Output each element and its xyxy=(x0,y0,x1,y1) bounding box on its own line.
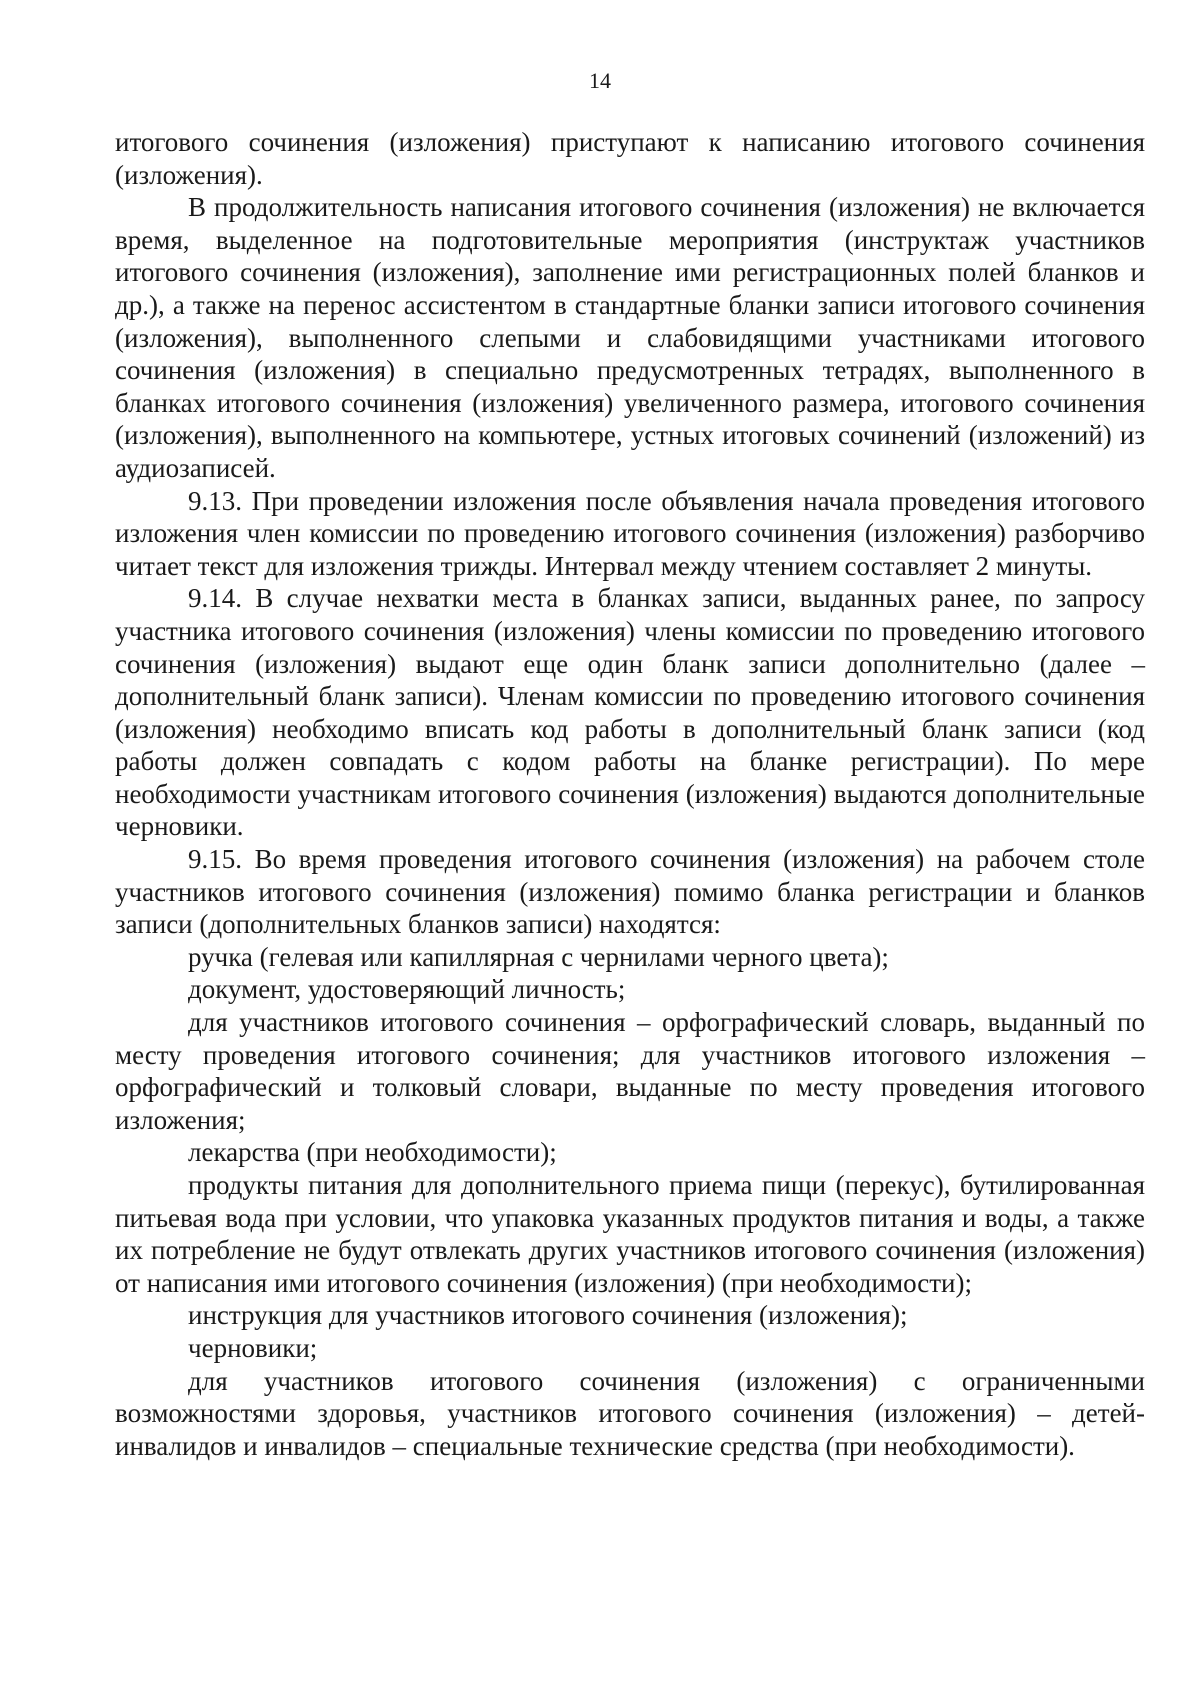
list-item-medicine: лекарства (при необходимости); xyxy=(188,1137,557,1168)
paragraph-9-13: 9.13. При проведении изложения после объявления начала проведения итогового изложения член комиссии по проведению итогового сочинения (изложения) разборчиво читает текст для изложения трижды. Интервал между чтением составляет 2 минуты. xyxy=(115,485,1145,581)
list-item-instruction: инструкция для участников итогового сочинения (изложения); xyxy=(188,1300,908,1331)
page-number: 14 xyxy=(589,68,611,93)
list-item-food-water: продукты питания для дополнительного приема пищи (перекус), бутилированная питьевая вода при условии, что упаковка указанных продуктов питания и воды, а также их потребление не будут отвлекать других участников итогового сочинения (изложения) от написания ими итогового сочинения (изложения) (при необходимости); xyxy=(115,1170,1145,1298)
list-item-technical-means: для участников итогового сочинения (изложения) с ограниченными возможностями здоровья, участников итогового сочинения (изложения) – детей-инвалидов и инвалидов – специальные технические средства (при необходимости). xyxy=(115,1365,1145,1461)
list-item-drafts: черновики; xyxy=(188,1332,318,1363)
paragraph-9-14: 9.14. В случае нехватки места в бланках записи, выданных ранее, по запросу участника итогового сочинения (изложения) члены комиссии по проведению итогового сочинения (изложения) выдают еще один бланк записи дополнительно (далее – дополнительный бланк записи). Членам комиссии по проведению итогового сочинения (изложения) необходимо вписать код работы в дополнительный бланк записи (код работы должен совпадать с кодом работы на бланке регистрации). По мере необходимости участникам итогового сочинения (изложения) выдаются дополнительные черновики. xyxy=(115,583,1145,842)
list-item-pen: ручка (гелевая или капиллярная с чернилами черного цвета); xyxy=(188,941,889,972)
paragraph-continuation: итогового сочинения (изложения) приступают к написанию итогового сочинения (изложения). xyxy=(115,127,1145,190)
list-item-id-document: документ, удостоверяющий личность; xyxy=(188,974,626,1005)
list-item-dictionaries: для участников итогового сочинения – орфографический словарь, выданный по месту проведения итогового сочинения; для участников итогового изложения – орфографический и толковый словари, выданные по месту проведения итогового изложения; xyxy=(115,1007,1145,1135)
document-body xyxy=(115,126,1145,1462)
paragraph-duration: В продолжительность написания итогового сочинения (изложения) не включается время, выделенное на подготовительные мероприятия (инструктаж участников итогового сочинения (изложения), заполнение ими регистрационных полей бланков и др.), а также на перенос ассистентом в стандартные бланки записи итогового сочинения (изложения), выполненного слепыми и слабовидящими участниками итогового сочинения (изложения) в специально предусмотренных тетрадях, выполненного в бланках итогового сочинения (изложения) увеличенного размера, итогового сочинения (изложения), выполненного на компьютере, устных итоговых сочинений (изложений) из аудиозаписей. xyxy=(115,192,1145,483)
paragraph-9-15: 9.15. Во время проведения итогового сочинения (изложения) на рабочем столе участников итогового сочинения (изложения) помимо бланка регистрации и бланков записи (дополнительных бланков записи) находятся: xyxy=(115,844,1145,940)
